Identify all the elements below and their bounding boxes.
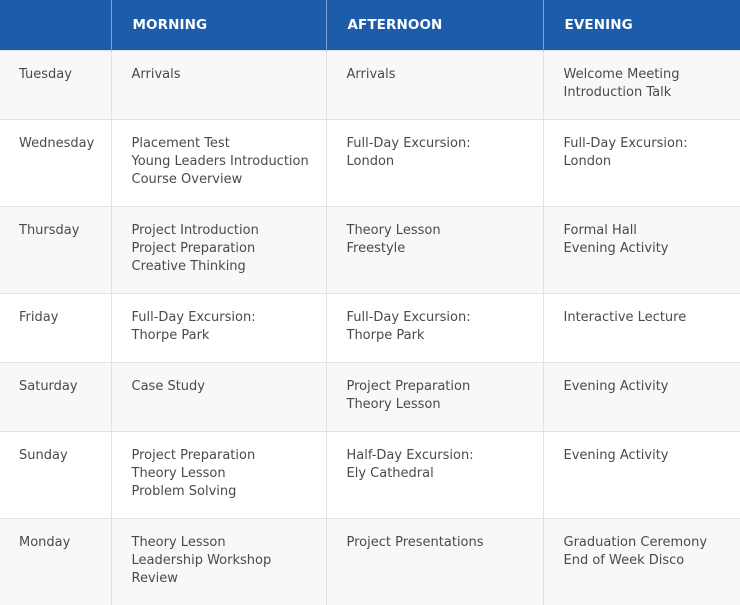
day-cell: Monday (0, 519, 111, 605)
activity-text: Introduction Talk (564, 84, 733, 102)
schedule-header (0, 0, 740, 51)
activity-text: Welcome Meeting (564, 66, 733, 84)
activity-text: Course Overview (132, 171, 318, 189)
day-cell: Friday (0, 294, 111, 363)
morning-cell (111, 363, 326, 432)
activity-text: Project Preparation (347, 378, 535, 396)
activity-text: Placement Test (132, 135, 318, 153)
schedule-row-tuesday (0, 51, 740, 120)
activity-text: Evening Activity (564, 447, 733, 465)
activity-text: Graduation Ceremony (564, 534, 733, 552)
afternoon-cell (326, 519, 543, 605)
schedule-row-wednesday (0, 120, 740, 207)
evening-cell (543, 51, 740, 120)
header-day (0, 0, 111, 51)
activity-text: Interactive Lecture (564, 309, 733, 327)
afternoon-cell (326, 363, 543, 432)
day-cell: Thursday (0, 207, 111, 294)
activity-text: Young Leaders Introduction (132, 153, 318, 171)
activity-text: Project Preparation (132, 240, 318, 258)
activity-text: Freestyle (347, 240, 535, 258)
activity-text: Formal Hall (564, 222, 733, 240)
morning-cell (111, 120, 326, 207)
activity-text: Leadership Workshop (132, 552, 318, 570)
day-cell: Tuesday (0, 51, 111, 120)
day-cell: Wednesday (0, 120, 111, 207)
day-cell: Saturday (0, 363, 111, 432)
activity-text: Evening Activity (564, 240, 733, 258)
activity-text: London (564, 153, 733, 171)
afternoon-cell (326, 120, 543, 207)
afternoon-cell (326, 294, 543, 363)
activity-text: Creative Thinking (132, 258, 318, 276)
header-evening: EVENING (543, 0, 740, 51)
schedule-body (0, 51, 740, 605)
activity-text: Case Study (132, 378, 318, 396)
activity-text: Theory Lesson (132, 465, 318, 483)
schedule-row-sunday (0, 432, 740, 519)
activity-text: End of Week Disco (564, 552, 733, 570)
evening-cell (543, 432, 740, 519)
schedule-row-thursday (0, 207, 740, 294)
header-morning: MORNING (111, 0, 326, 51)
activity-text: Thorpe Park (132, 327, 318, 345)
activity-text: Project Introduction (132, 222, 318, 240)
schedule-row-friday (0, 294, 740, 363)
activity-text: Full-Day Excursion: (564, 135, 733, 153)
evening-cell (543, 519, 740, 605)
morning-cell (111, 294, 326, 363)
schedule-row-saturday (0, 363, 740, 432)
evening-cell (543, 120, 740, 207)
activity-text: Arrivals (132, 66, 318, 84)
activity-text: Half-Day Excursion: (347, 447, 535, 465)
evening-cell (543, 294, 740, 363)
activity-text: Project Presentations (347, 534, 535, 552)
activity-text: London (347, 153, 535, 171)
morning-cell (111, 519, 326, 605)
afternoon-cell (326, 207, 543, 294)
morning-cell (111, 432, 326, 519)
activity-text: Full-Day Excursion: (132, 309, 318, 327)
activity-text: Full-Day Excursion: (347, 309, 535, 327)
afternoon-cell (326, 51, 543, 120)
activity-text: Theory Lesson (347, 396, 535, 414)
evening-cell (543, 363, 740, 432)
activity-text: Ely Cathedral (347, 465, 535, 483)
header-afternoon: AFTERNOON (326, 0, 543, 51)
evening-cell (543, 207, 740, 294)
activity-text: Evening Activity (564, 378, 733, 396)
header-row (0, 0, 740, 51)
activity-text: Project Preparation (132, 447, 318, 465)
schedule-row-monday (0, 519, 740, 605)
activity-text: Arrivals (347, 66, 535, 84)
activity-text: Review (132, 570, 318, 588)
activity-text: Full-Day Excursion: (347, 135, 535, 153)
morning-cell (111, 51, 326, 120)
activity-text: Theory Lesson (132, 534, 318, 552)
afternoon-cell (326, 432, 543, 519)
morning-cell (111, 207, 326, 294)
activity-text: Thorpe Park (347, 327, 535, 345)
activity-text: Theory Lesson (347, 222, 535, 240)
activity-text: Problem Solving (132, 483, 318, 501)
day-cell: Sunday (0, 432, 111, 519)
